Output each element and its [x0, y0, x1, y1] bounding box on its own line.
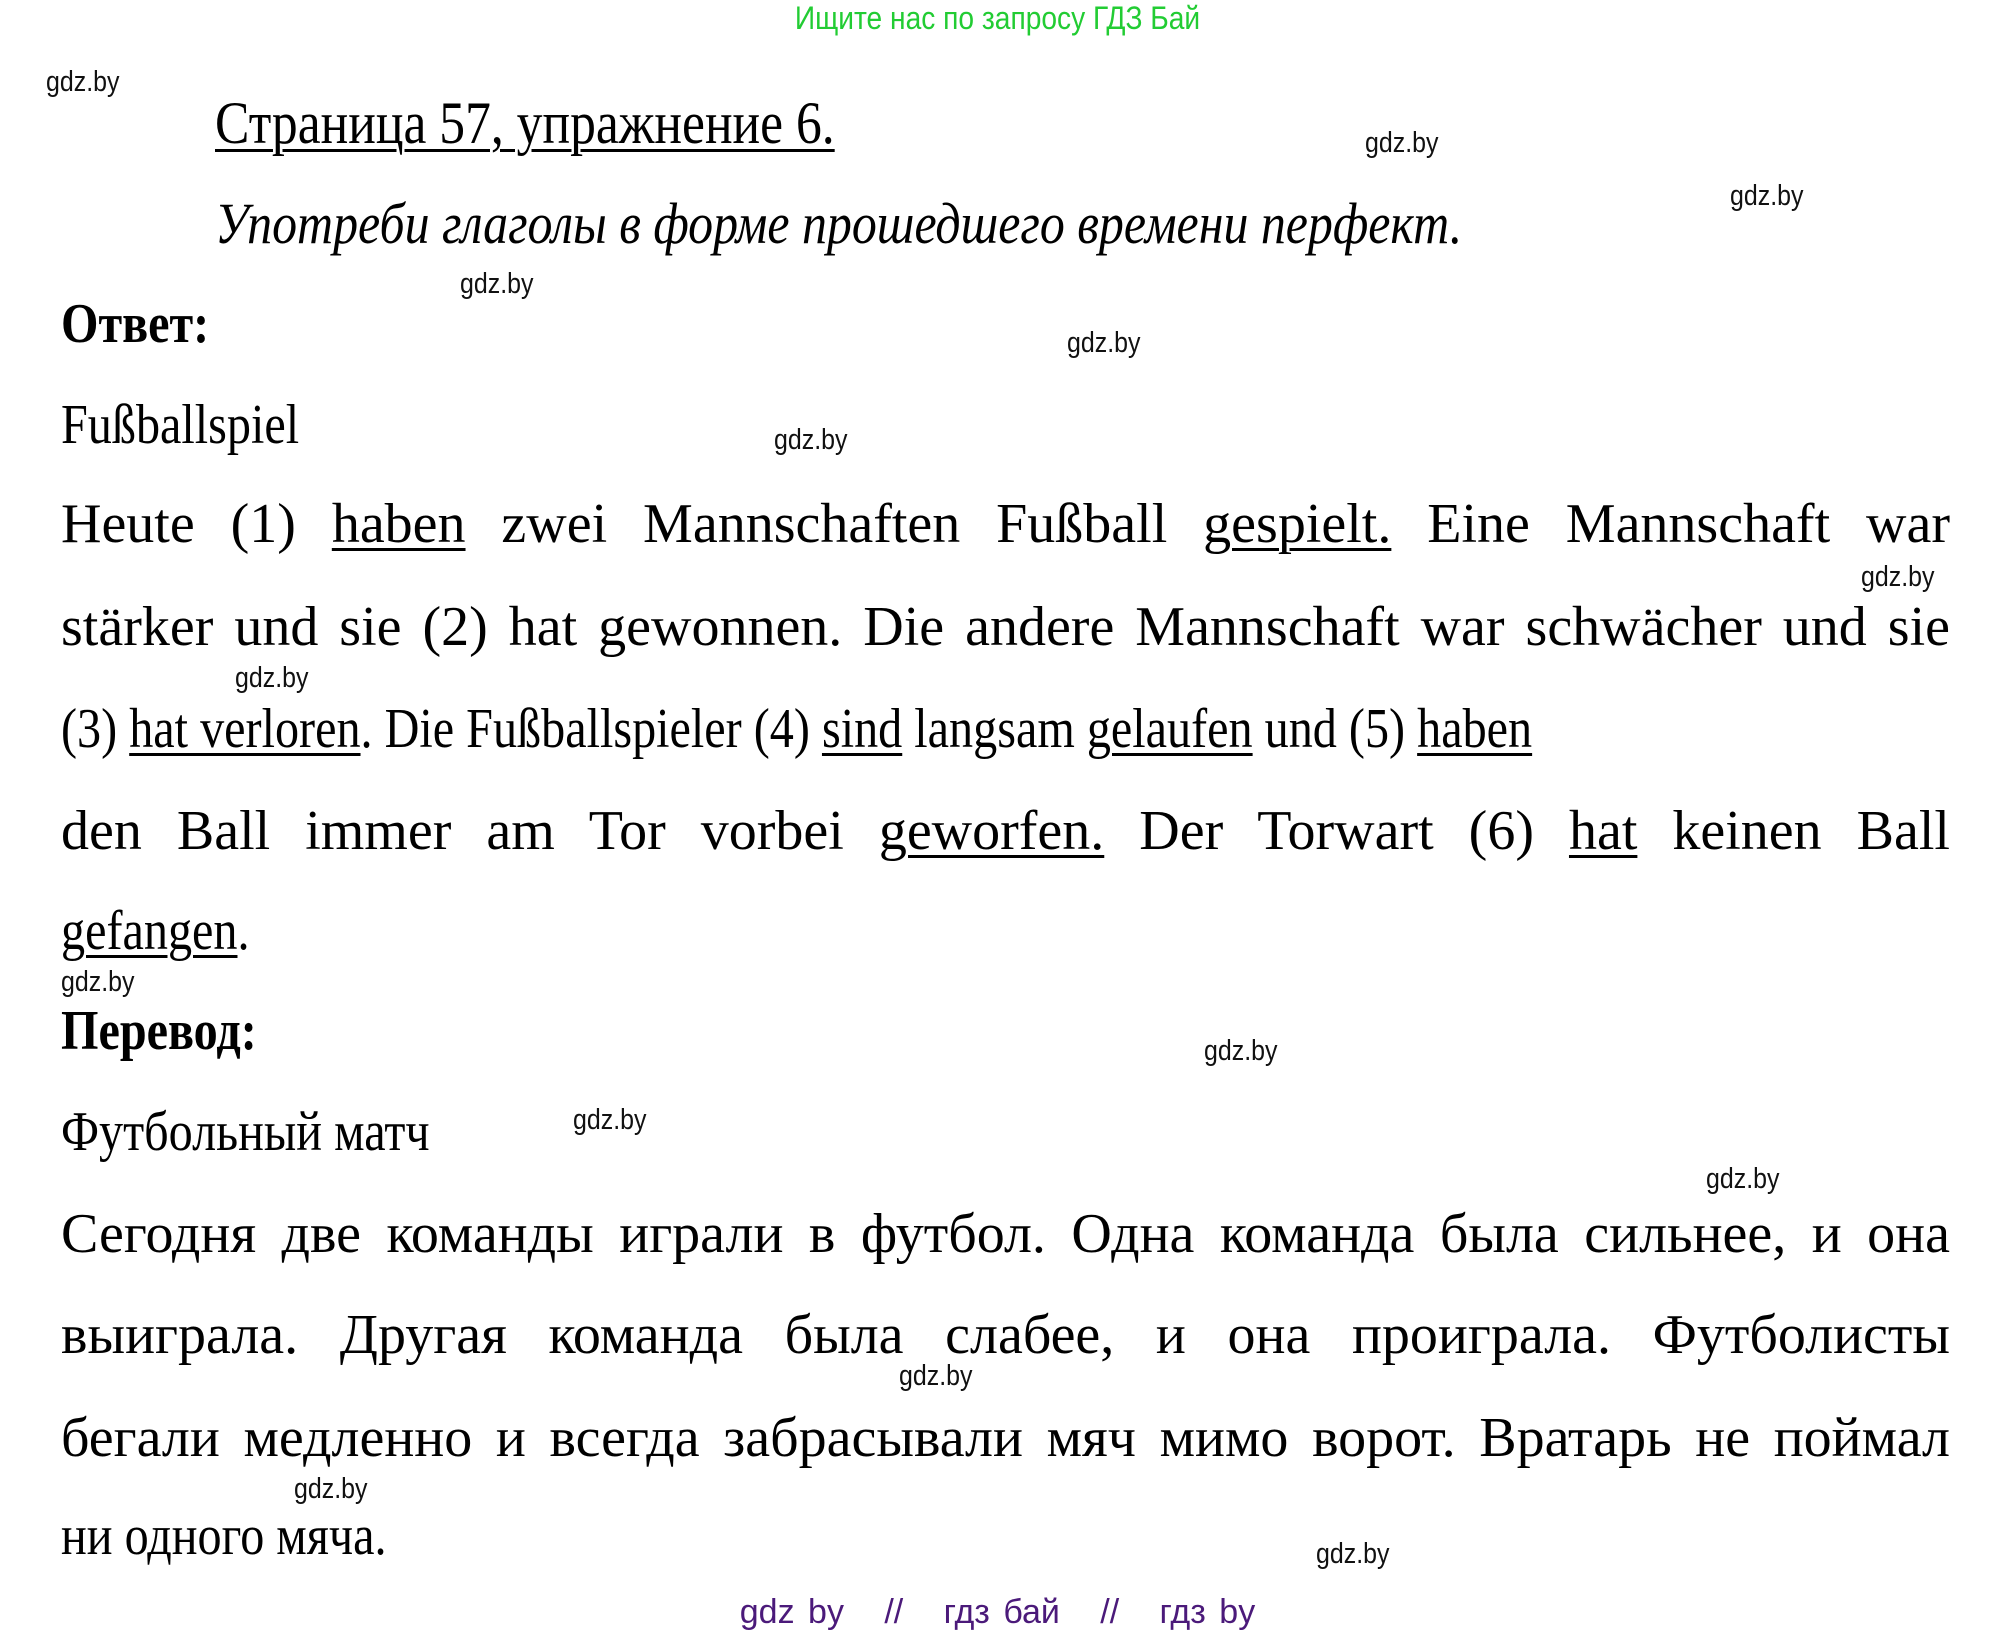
watermark: gdz.by — [46, 66, 120, 98]
watermark: gdz.by — [899, 1360, 973, 1392]
perfect-verb: geworfen. — [878, 800, 1105, 862]
watermark: gdz.by — [235, 662, 309, 694]
translation-line: выиграла. Другая команда была слабее, и она проиграла. Футболисты — [61, 1304, 1950, 1366]
task-instruction: Употреби глаголы в форме прошедшего времени перфект. — [215, 191, 1463, 256]
answer-text-segment: den Ball immer am Tor vorbei — [61, 800, 879, 862]
perfect-verb: haben — [1417, 698, 1533, 760]
answer-heading: Ответ: — [61, 293, 210, 355]
answer-text-segment: (3) — [61, 698, 130, 760]
perfect-verb: gelaufen — [1086, 698, 1253, 760]
answer-text-segment: langsam — [902, 698, 1087, 760]
translation-subtitle: Футбольный матч — [61, 1101, 430, 1163]
perfect-verb: hat — [1568, 800, 1638, 862]
perfect-verb: gefangen — [61, 900, 238, 962]
perfect-verb: hat verloren — [129, 698, 361, 760]
watermark: gdz.by — [1204, 1035, 1278, 1067]
answer-line — [61, 898, 250, 964]
watermark: gdz.by — [1067, 327, 1141, 359]
watermark: gdz.by — [1316, 1538, 1390, 1570]
answer-text-segment: und (5) — [1252, 698, 1418, 760]
translation-heading: Перевод: — [61, 1000, 257, 1062]
answer-text-segment: . — [237, 900, 250, 962]
footer-links — [0, 1594, 1995, 1630]
perfect-verb: haben — [331, 493, 466, 555]
answer-line — [61, 491, 1950, 557]
perfect-verb: gespielt. — [1203, 493, 1392, 555]
answer-text-segment: Heute (1) — [61, 493, 332, 555]
watermark: gdz.by — [1730, 180, 1804, 212]
footer-separator: // — [1100, 1593, 1120, 1631]
footer-separator: // — [884, 1593, 904, 1631]
answer-line — [61, 594, 1950, 660]
answer-line — [61, 798, 1950, 864]
page-title: Страница 57, упражнение 6. — [215, 90, 835, 156]
answer-subtitle: Fußballspiel — [61, 394, 300, 456]
answer-text-segment: stärker und sie (2) hat gewonnen. Die andere Mannschaft war schwächer und sie — [61, 596, 1950, 658]
watermark: gdz.by — [1861, 561, 1935, 593]
translation-line: ни одного мяча. — [61, 1505, 387, 1567]
footer-link-gdz-bay[interactable]: гдз бай — [943, 1593, 1060, 1631]
watermark: gdz.by — [61, 966, 135, 998]
watermark: gdz.by — [294, 1473, 368, 1505]
footer-link-gdz-by[interactable]: gdz by — [739, 1593, 844, 1631]
watermark: gdz.by — [1706, 1163, 1780, 1195]
answer-text-segment: . Die Fußballspieler (4) — [360, 698, 822, 760]
translation-line: бегали медленно и всегда забрасывали мяч мимо ворот. Вратарь не поймал — [61, 1407, 1950, 1469]
search-banner: Ищите нас по запросу ГДЗ Бай — [794, 0, 1201, 36]
watermark: gdz.by — [1365, 127, 1439, 159]
answer-text-segment: Der Torwart (6) — [1104, 800, 1569, 862]
watermark: gdz.by — [774, 424, 848, 456]
answer-line — [61, 696, 1532, 762]
watermark: gdz.by — [573, 1104, 647, 1136]
perfect-verb: sind — [821, 698, 903, 760]
answer-text-segment: zwei Mannschaften Fußball — [465, 493, 1204, 555]
answer-text-segment: keinen Ball — [1637, 800, 1950, 862]
watermark: gdz.by — [460, 268, 534, 300]
translation-line: Сегодня две команды играли в футбол. Одна команда была сильнее, и она — [61, 1203, 1950, 1265]
footer-link-gdz-by-2[interactable]: гдз by — [1159, 1593, 1256, 1631]
answer-text-segment: Eine Mannschaft war — [1391, 493, 1950, 555]
